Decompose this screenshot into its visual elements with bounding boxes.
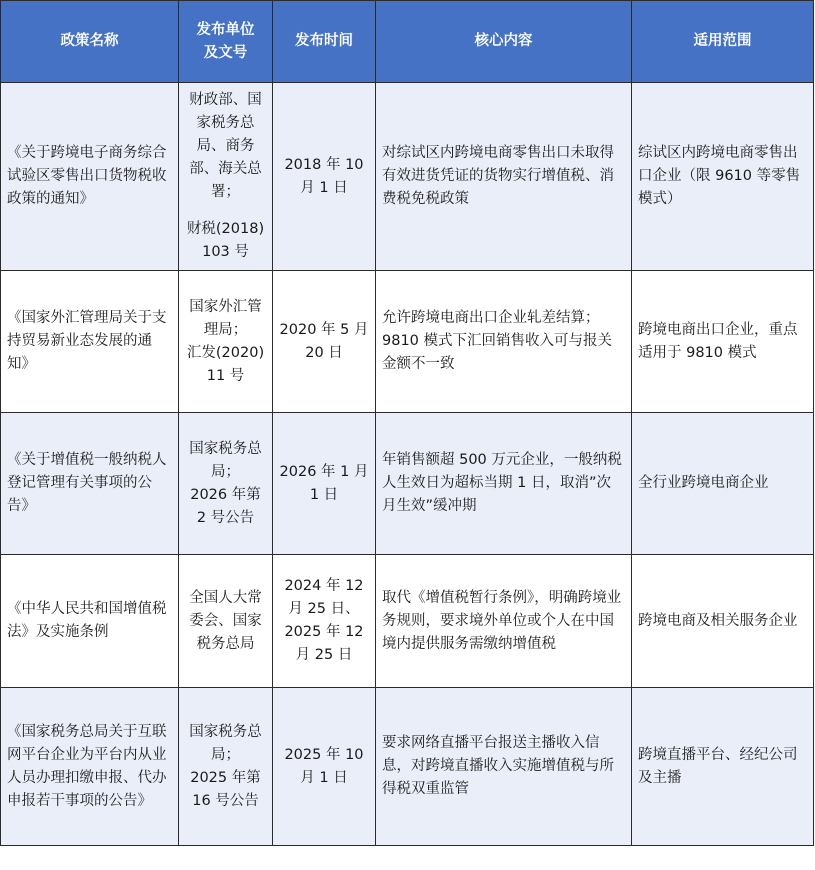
policy-name: 《关于增值税一般纳税人登记管理有关事项的公告》: [1, 413, 179, 555]
policy-name: 《中华人民共和国增值税法》及实施条例: [1, 555, 179, 688]
table-row: [1, 413, 814, 555]
applicable-scope: 综试区内跨境电商零售出口企业（限 9610 等零售模式）: [632, 83, 814, 271]
header-name: 政策名称: [1, 1, 179, 83]
release-date: 2026 年 1 月 1 日: [273, 413, 376, 555]
table-row: [1, 555, 814, 688]
issuer-cell: [179, 688, 273, 846]
applicable-scope: 跨境直播平台、经纪公司及主播: [632, 688, 814, 846]
core-content: 要求网络直播平台报送主播收入信息，对跨境直播收入实施增值税与所得税双重监管: [376, 688, 632, 846]
applicable-scope: 跨境电商出口企业，重点适用于 9810 模式: [632, 271, 814, 413]
release-date: 2024 年 12 月 25 日、2025 年 12 月 25 日: [273, 555, 376, 688]
issuer-cell: [179, 413, 273, 555]
issuer-text: 全国人大常委会、国家税务总局: [189, 589, 262, 652]
release-date: 2018 年 10 月 1 日: [273, 83, 376, 271]
issuer-text: 国家税务总局；: [189, 440, 262, 480]
issuer-text: 国家外汇管理局；: [189, 298, 262, 338]
policy-name: 《关于跨境电子商务综合试验区零售出口货物税收政策的通知》: [1, 83, 179, 271]
policy-name: 《国家税务总局关于互联网平台企业为平台内从业人员办理扣缴申报、代办申报若干事项的公告》: [1, 688, 179, 846]
document-number: 财税(2018) 103 号: [186, 221, 265, 260]
issuer-text: 财政部、国家税务总局、商务部、海关总署；: [189, 92, 262, 200]
issuer-cell: [179, 271, 273, 413]
document-number: 汇发(2020) 11 号: [186, 344, 265, 384]
core-content: 取代《增值税暂行条例》，明确跨境业务规则，要求境外单位或个人在中国境内提供服务需缴纳增值税: [376, 555, 632, 688]
header-content: 核心内容: [376, 1, 632, 83]
header-issuer-line1: 发布单位: [196, 21, 255, 38]
table-row: [1, 271, 814, 413]
core-content: 年销售额超 500 万元企业，一般纳税人生效日为超标当期 1 日，取消”次月生效”缓冲期: [376, 413, 632, 555]
header-issuer: [179, 1, 273, 83]
release-date: 2020 年 5 月 20 日: [273, 271, 376, 413]
header-scope: 适用范围: [632, 1, 814, 83]
issuer-text: 国家税务总局；: [189, 723, 262, 763]
header-row: [1, 1, 814, 83]
table-row: [1, 83, 814, 271]
table-row: [1, 688, 814, 846]
issuer-cell: [179, 555, 273, 688]
applicable-scope: 跨境电商及相关服务企业: [632, 555, 814, 688]
release-date: 2025 年 10 月 1 日: [273, 688, 376, 846]
core-content: 对综试区内跨境电商零售出口未取得有效进货凭证的货物实行增值税、消费税免税政策: [376, 83, 632, 271]
header-issuer-line2: 及文号: [203, 44, 248, 61]
document-number: 2025 年第 16 号公告: [190, 769, 261, 809]
applicable-scope: 全行业跨境电商企业: [632, 413, 814, 555]
issuer-cell: [179, 83, 273, 271]
document-number: 2026 年第 2 号公告: [190, 486, 261, 526]
policy-name: 《国家外汇管理局关于支持贸易新业态发展的通知》: [1, 271, 179, 413]
header-date: 发布时间: [273, 1, 376, 83]
issuer-spacer: [185, 204, 266, 218]
core-content: 允许跨境电商出口企业轧差结算；9810 模式下汇回销售收入可与报关金额不一致: [376, 271, 632, 413]
